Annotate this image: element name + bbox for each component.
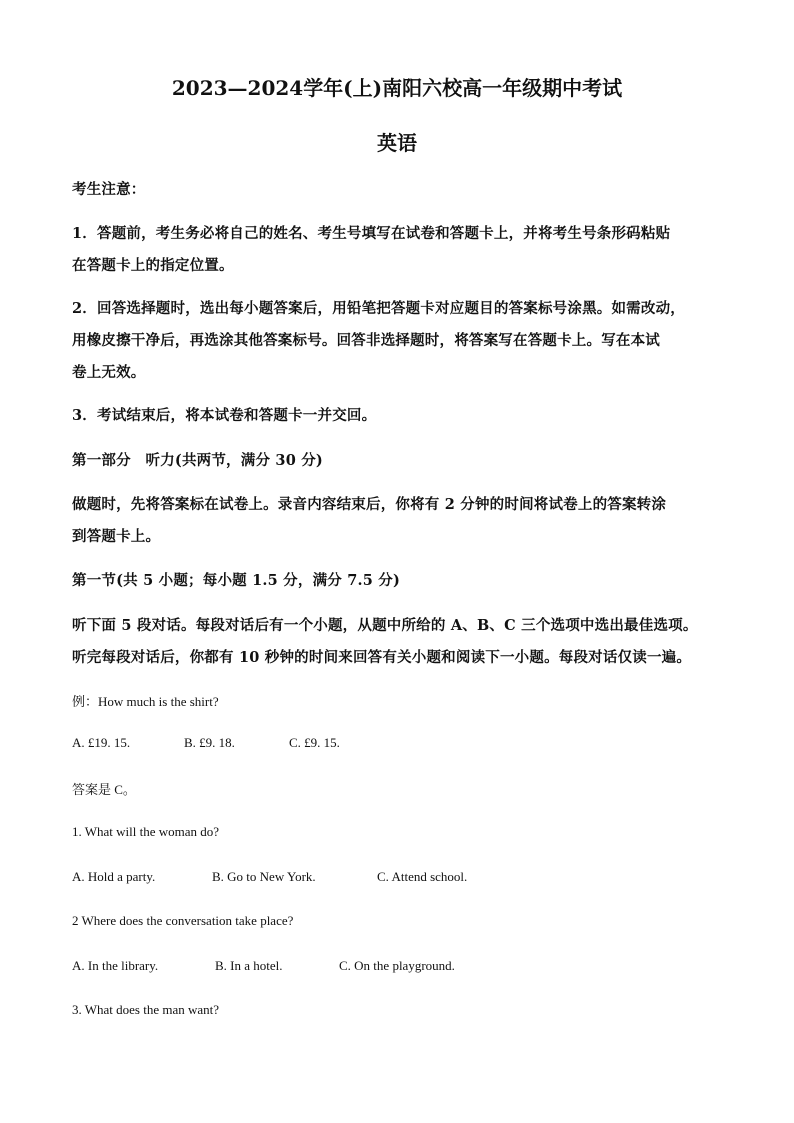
example-option-a: A. £19. 15. [72, 735, 131, 750]
notice-2-line-2: 用橡皮擦干净后，再选涂其他答案标号。回答非选择题时，将答案写在答题卡上。写在本试 [72, 332, 660, 349]
exam-title: 2023—2024学年(上)南阳六校高一年级期中考试 [171, 76, 623, 100]
example-question: 例：How much is the shirt? [72, 694, 219, 709]
question-2-option-a: A. In the library. [72, 958, 159, 973]
notice-1-line-2: 在答题卡上的指定位置。 [72, 257, 234, 274]
example-answer: 答案是 C。 [72, 782, 136, 797]
question-2-option-c: C. On the playground. [339, 958, 455, 973]
question-1: 1. What will the woman do? [72, 824, 220, 839]
notice-heading: 考生注意： [72, 181, 146, 198]
subject-title: 英语 [377, 131, 417, 155]
section1-heading: 第一节(共 5 小题；每小题 1.5 分，满分 7.5 分) [72, 572, 401, 589]
part1-instruction-line-1: 做题时，先将答案标在试卷上。录音内容结束后，你将有 2 分钟的时间将试卷上的答案转涂 [72, 496, 667, 513]
question-1-option-c: C. Attend school. [377, 869, 468, 884]
part1-heading: 第一部分 听力(共两节，满分 30 分) [72, 452, 323, 469]
section1-instruction-line-1: 听下面 5 段对话。每段对话后有一个小题，从题中所给的 A、B、C 三个选项中选出最佳选项。 [72, 617, 698, 634]
example-option-b: B. £9. 18. [184, 735, 235, 750]
question-3: 3. What does the man want? [72, 1002, 220, 1017]
notice-2-line-3: 卷上无效。 [72, 364, 146, 381]
question-2: 2 Where does the conversation take place? [72, 913, 294, 928]
notice-1-line-1: 1．答题前，考生务必将自己的姓名、考生号填写在试卷和答题卡上，并将考生号条形码粘贴 [72, 225, 671, 242]
notice-3: 3．考试结束后，将本试卷和答题卡一并交回。 [72, 407, 377, 424]
notice-2-line-1: 2．回答选择题时，选出每小题答案后，用铅笔把答题卡对应题目的答案标号涂黑。如需改动， [72, 300, 685, 317]
question-2-option-b: B. In a hotel. [215, 958, 283, 973]
example-option-c: C. £9. 15. [289, 735, 340, 750]
question-1-option-a: A. Hold a party. [72, 869, 156, 884]
section1-instruction-line-2: 听完每段对话后，你都有 10 秒钟的时间来回答有关小题和阅读下一小题。每段对话仅读一遍。 [72, 649, 692, 666]
question-1-option-b: B. Go to New York. [212, 869, 316, 884]
part1-instruction-line-2: 到答题卡上。 [72, 528, 161, 545]
